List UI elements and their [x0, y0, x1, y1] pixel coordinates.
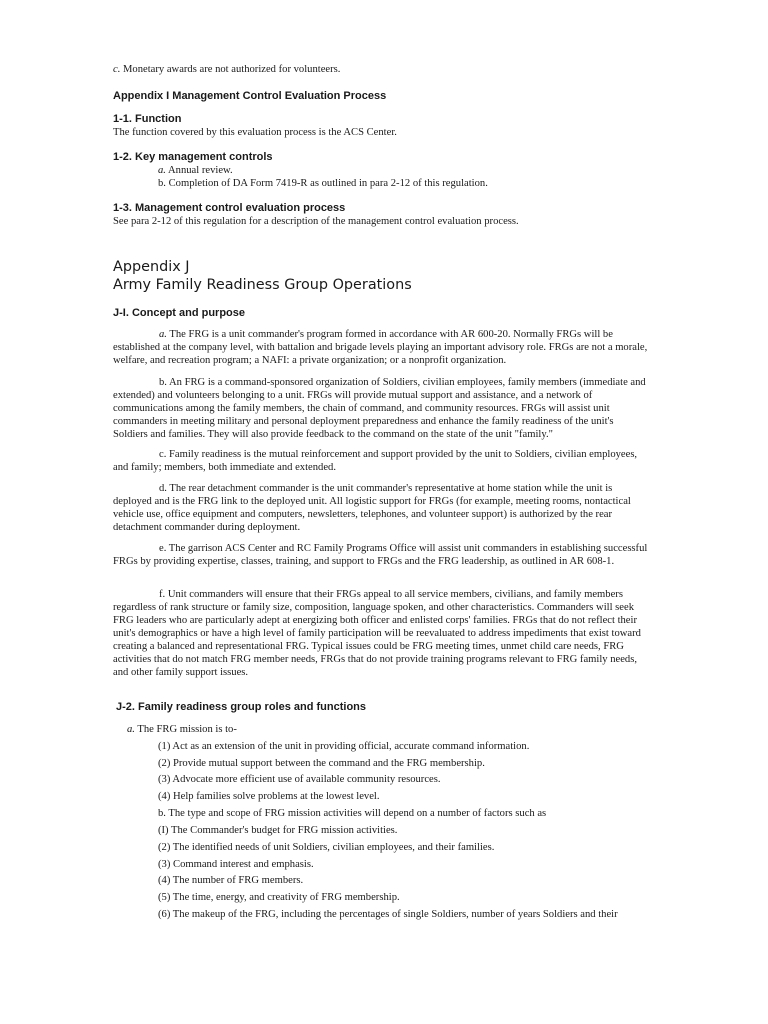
- control-item-a: [158, 164, 233, 177]
- factor-item: (3) Command interest and emphasis.: [158, 859, 314, 870]
- appendix-i-heading: Appendix I Management Control Evaluation Process: [113, 90, 387, 102]
- control-item-a-prefix: a.: [158, 165, 166, 176]
- factor-item: (5) The time, energy, and creativity of FRG membership.: [158, 892, 400, 903]
- mission-text: The FRG mission is to-: [134, 724, 237, 735]
- paragraph-a: [113, 328, 649, 367]
- scope-line: b. The type and scope of FRG mission activities will depend on a number of factors such as: [158, 808, 547, 819]
- factor-item: (2) The identified needs of unit Soldiers, civilian employees, and their families.: [158, 842, 495, 853]
- paragraph-f: f. Unit commanders will ensure that their FRGs appeal to all service members, civilians, and family members regardless of rank structure or family size, composition, language spoken, and other characteristics. Commanders will seek FRG leaders who are particularly adept at energizing both officer and enlisted corps' families. FRGs that do not reflect their unit's demographics or have a high level of family participation will be reevaluated to address impediments that exist toward creating a balanced and representational FRG. Typical issues could be FRG meeting times, unmet child care needs, FRG activities that do not match FRG member needs, FRGs that do not provide training programs relevant to FRG family needs, and other family support issues.: [113, 589, 641, 678]
- factor-item: (6) The makeup of the FRG, including the percentages of single Soldiers, number of years Soldiers and their: [158, 909, 618, 920]
- mission-prefix: a.: [127, 724, 135, 735]
- control-item-a-text: Annual review.: [165, 165, 233, 176]
- paragraph-c: c. Family readiness is the mutual reinforcement and support provided by the unit to Soldiers, civilian employees, and family; members, both immediate and extended.: [113, 449, 638, 473]
- section-1-3-heading: 1-3. Management control evaluation process: [113, 202, 346, 214]
- section-1-1-heading: 1-1. Function: [113, 113, 182, 125]
- section-j-2-heading: J-2. Family readiness group roles and functions: [116, 701, 367, 713]
- control-item-b: b. Completion of DA Form 7419-R as outlined in para 2-12 of this regulation.: [158, 178, 488, 189]
- monetary-awards-note: [113, 63, 340, 76]
- mission-item: (4) Help families solve problems at the lowest level.: [158, 791, 380, 802]
- paragraph-d: d. The rear detachment commander is the unit commander's representative at home station while the unit is deployed and is the FRG link to the deployed unit. All logistic support for FRGs (for example, meeting rooms, nontactical vehicle use, office equipment and computers, newsletters, telephones, and volunteer support) is authorized by the rear detachment commander during deployment.: [113, 483, 631, 533]
- paragraph-e: e. The garrison ACS Center and RC Family Programs Office will assist unit commanders in establishing successful FRGs by providing expertise, classes, training, and support to FRGs and the FRG leadership, as outlined in AR 608-1.: [113, 543, 648, 567]
- mission-intro: [127, 723, 237, 736]
- section-j-1-heading: J-I. Concept and purpose: [113, 307, 246, 319]
- section-1-1-text: The function covered by this evaluation process is the ACS Center.: [113, 127, 397, 138]
- factor-item: (4) The number of FRG members.: [158, 875, 304, 886]
- paragraph-a-prefix: a.: [159, 329, 167, 340]
- section-1-3-text: See para 2-12 of this regulation for a description of the management control evaluation process.: [113, 216, 519, 227]
- section-1-2-heading: 1-2. Key management controls: [113, 151, 273, 163]
- mission-item: (3) Advocate more efficient use of available community resources.: [158, 774, 441, 785]
- paragraph-b: b. An FRG is a command-sponsored organization of Soldiers, civilian employees, family members (immediate and extended) and volunteers belonging to a unit. FRGs will provide mutual support and assistance, and a network of communications among the family members, the chain of command, and community resources. FRGs will assist unit commanders in meeting military and personal deployment preparedness and enhance the family readiness of the unit's Soldiers and families. They will also provide feedback to the command on the state of the unit "family.": [113, 377, 646, 440]
- mission-item: (2) Provide mutual support between the command and the FRG membership.: [158, 758, 485, 769]
- mission-item: (1) Act as an extension of the unit in providing official, accurate command information.: [158, 741, 530, 752]
- factor-item: (I) The Commander's budget for FRG mission activities.: [158, 825, 398, 836]
- note-prefix: c.: [113, 64, 121, 75]
- note-text: Monetary awards are not authorized for volunteers.: [120, 64, 341, 75]
- appendix-j-title: Appendix J: [113, 259, 190, 275]
- paragraph-a-text: The FRG is a unit commander's program formed in accordance with AR 600-20. Normally FRGs will be established at the company level, with battalion and brigade levels playing an important advisory role. FRGs are not a morale, welfare, and recreation program; a NAFI: a private organization; or a nonprofit organization.: [113, 329, 648, 366]
- appendix-j-subtitle: Army Family Readiness Group Operations: [113, 277, 412, 293]
